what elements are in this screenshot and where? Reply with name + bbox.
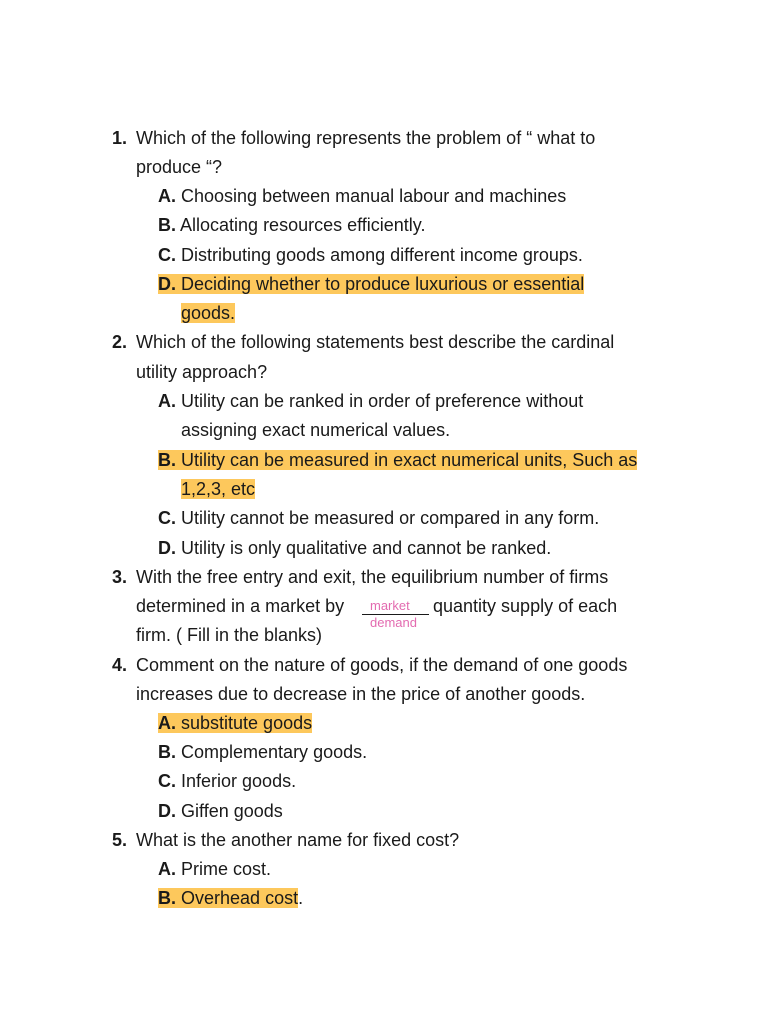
option-text: Utility can be ranked in order of preference without <box>181 391 584 411</box>
option-text: Giffen goods <box>181 801 283 821</box>
option-tail: . <box>298 888 304 908</box>
option-text: Utility cannot be measured or compared in any form. <box>181 508 600 528</box>
question-text: quantity supply of each <box>433 596 618 616</box>
option-text: Allocating resources efficiently. <box>180 215 426 235</box>
option-text: Inferior goods. <box>181 771 297 791</box>
question-number: 5. <box>112 830 128 850</box>
option-d-highlighted <box>158 271 584 297</box>
question-text: Comment on the nature of goods, if the demand of one goods <box>136 655 628 675</box>
option-letter: B. <box>158 888 176 908</box>
question-text: determined in a market by <box>136 596 345 616</box>
option-c <box>158 242 583 268</box>
question-text: Which of the following represents the problem of “ what to <box>136 128 596 148</box>
option-text: Overhead cost <box>181 888 299 908</box>
option-text: Utility can be measured in exact numerical units, Such as <box>181 450 638 470</box>
option-a <box>158 856 271 882</box>
question-text: firm. ( Fill in the blanks) <box>136 625 323 645</box>
option-text: Choosing between manual labour and machines <box>181 186 567 206</box>
option-letter: C. <box>158 245 176 265</box>
option-c <box>158 768 296 794</box>
option-letter: B. <box>158 215 176 235</box>
option-a <box>158 388 583 414</box>
option-letter: D. <box>158 274 176 294</box>
question-text: With the free entry and exit, the equilibrium number of firms <box>136 567 609 587</box>
option-b-highlighted <box>158 447 637 473</box>
option-letter: B. <box>158 450 176 470</box>
option-letter: C. <box>158 771 176 791</box>
option-text: goods. <box>181 303 236 323</box>
option-d <box>158 535 551 561</box>
option-b <box>158 739 367 765</box>
option-letter: A. <box>158 713 176 733</box>
option-letter: D. <box>158 801 176 821</box>
option-text: Deciding whether to produce luxurious or essential <box>181 274 585 294</box>
option-text: substitute goods <box>181 713 313 733</box>
question-number: 2. <box>112 332 128 352</box>
option-c <box>158 505 599 531</box>
option-d-continuation <box>181 300 235 326</box>
option-a-highlighted <box>158 710 312 736</box>
option-a <box>158 183 566 209</box>
option-text: Complementary goods. <box>181 742 368 762</box>
option-letter: A. <box>158 391 176 411</box>
option-text: Utility is only qualitative and cannot be ranked. <box>181 538 552 558</box>
option-letter: A. <box>158 186 176 206</box>
question-text: Which of the following statements best describe the cardinal <box>136 332 615 352</box>
option-letter: B. <box>158 742 176 762</box>
question-text: utility approach? <box>136 362 268 382</box>
option-b-highlighted <box>158 885 303 911</box>
option-letter: A. <box>158 859 176 879</box>
question-text: increases due to decrease in the price of another goods. <box>136 684 586 704</box>
handwritten-annotation-demand: demand <box>370 615 417 630</box>
handwritten-annotation-market: market <box>370 598 410 613</box>
question-number: 1. <box>112 128 128 148</box>
option-d <box>158 798 283 824</box>
option-letter: C. <box>158 508 176 528</box>
question-text: What is the another name for fixed cost? <box>136 830 460 850</box>
option-text: Prime cost. <box>181 859 272 879</box>
option-letter: D. <box>158 538 176 558</box>
option-b-continuation <box>181 476 255 502</box>
question-number: 3. <box>112 567 128 587</box>
option-text: Distributing goods among different income groups. <box>181 245 583 265</box>
question-text: produce “? <box>136 157 223 177</box>
option-b <box>158 212 425 238</box>
option-text: 1,2,3, etc <box>181 479 256 499</box>
question-number: 4. <box>112 655 128 675</box>
option-a-continuation: assigning exact numerical values. <box>181 420 451 440</box>
